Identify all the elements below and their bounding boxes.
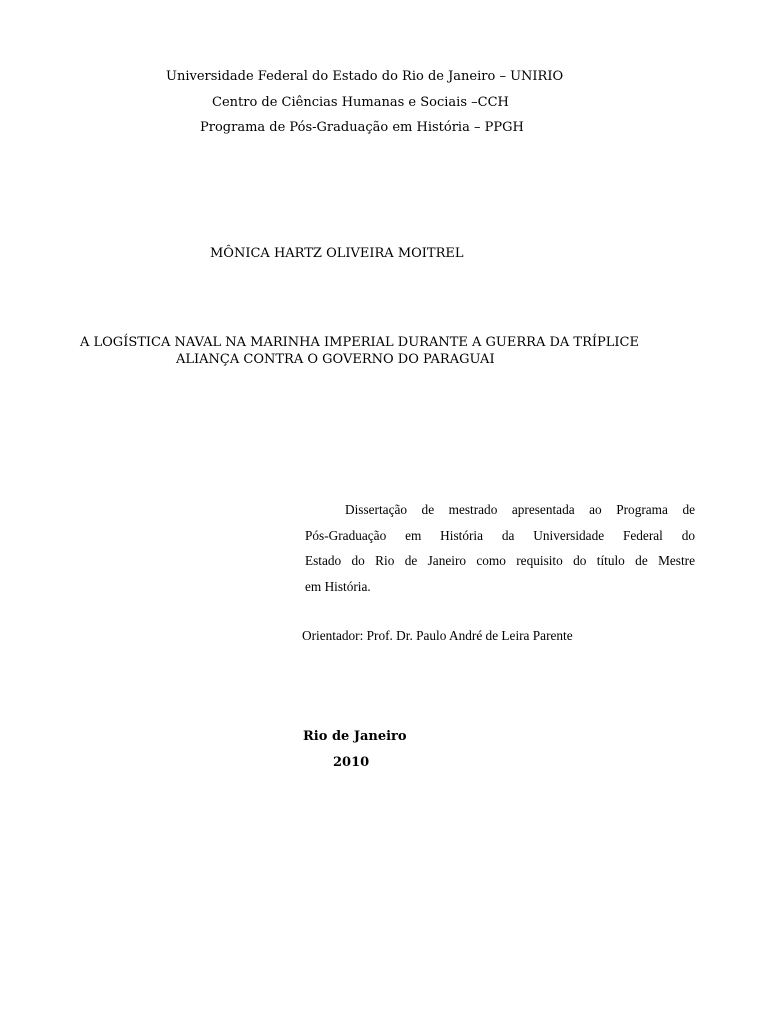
abstract-line-4: em História. — [305, 579, 371, 594]
year: 2010 — [333, 755, 370, 770]
center-name: Centro de Ciências Humanas e Sociais –CCH — [212, 95, 509, 110]
advisor: Orientador: Prof. Dr. Paulo André de Leira Parente — [302, 628, 573, 643]
title-line-2: ALIANÇA CONTRA O GOVERNO DO PARAGUAI — [176, 352, 495, 367]
university-name: Universidade Federal do Estado do Rio de Janeiro – UNIRIO — [166, 69, 564, 84]
author-name: MÔNICA HARTZ OLIVEIRA MOITREL — [210, 246, 464, 261]
abstract-line-1: Dissertação de mestrado apresentada ao Programa de — [345, 502, 695, 517]
title-line-1: A LOGÍSTICA NAVAL NA MARINHA IMPERIAL DURANTE A GUERRA DA TRÍPLICE — [80, 335, 639, 350]
abstract-line-2: Pós-Graduação em História da Universidade Federal do — [305, 528, 695, 543]
program-name: Programa de Pós-Graduação em História – PPGH — [200, 120, 524, 135]
city: Rio de Janeiro — [303, 729, 407, 744]
abstract-line-3: Estado do Rio de Janeiro como requisito do título de Mestre — [305, 553, 695, 568]
